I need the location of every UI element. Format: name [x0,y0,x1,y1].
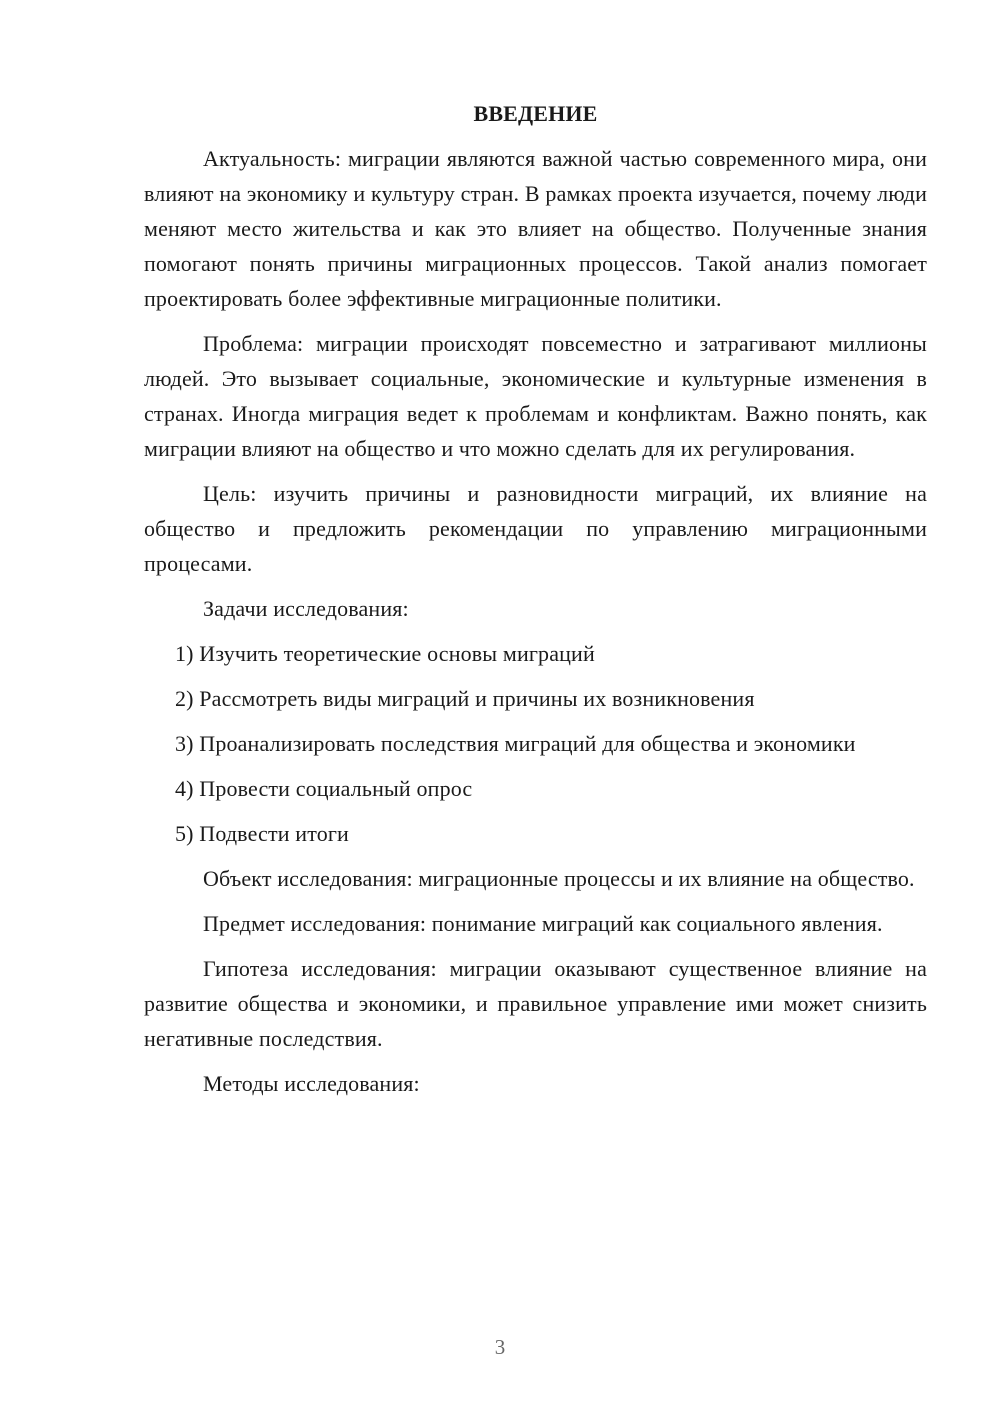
section-title: ВВЕДЕНИЕ [473,101,598,126]
page-body [144,96,927,1111]
subject-paragraph: Предмет исследования: понимание миграций как социального явления. [203,911,883,936]
task-item: 3) Проанализировать последствия миграций для общества и экономики [175,731,856,756]
task-item: 2) Рассмотреть виды миграций и причины их возникновения [175,686,755,711]
hypothesis-paragraph: Гипотеза исследования: миграции оказывают существенное влияние на развитие общества и экономики, и правильное управление ими может снизить негативные последствия. [144,956,927,1051]
task-item: 1) Изучить теоретические основы миграций [175,641,595,666]
goal-paragraph: Цель: изучить причины и разновидности миграций, их влияние на общество и предложить рекомендации по управлению миграционными процесами. [144,481,927,576]
tasks-heading: Задачи исследования: [203,596,409,621]
page-number: 3 [494,1335,506,1359]
problem-paragraph: Проблема: миграции происходят повсеместно и затрагивают миллионы людей. Это вызывает социальные, экономические и культурные изменения в странах. Иногда миграция ведет к проблемам и конфликтам. Важно понять, как миграции влияют на общество и что можно сделать для их регулирования. [144,331,927,461]
object-paragraph: Объект исследования: миграционные процессы и их влияние на общество. [203,866,915,891]
task-item: 5) Подвести итоги [175,821,349,846]
relevance-paragraph: Актуальность: миграции являются важной частью современного мира, они влияют на экономику и культуру стран. В рамках проекта изучается, почему люди меняют место жительства и как это влияет на общество. Полученные знания помогают понять причины миграционных процессов. Такой анализ помогает проектировать более эффективные миграционные политики. [144,146,927,311]
task-item: 4) Провести социальный опрос [175,776,473,801]
methods-heading: Методы исследования: [203,1071,420,1096]
